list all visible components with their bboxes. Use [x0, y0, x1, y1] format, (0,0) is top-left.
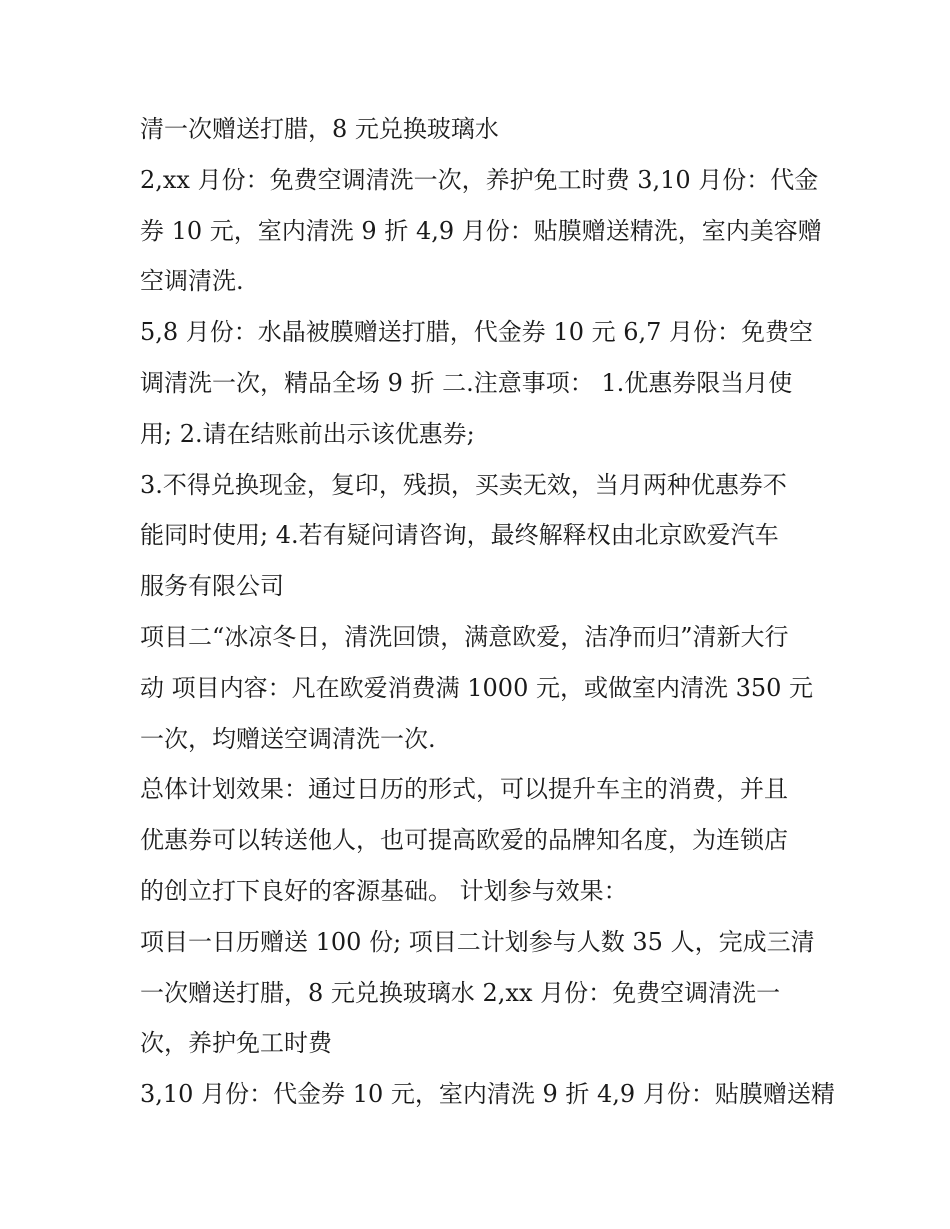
text-line: 次，养护免工时费 — [140, 1029, 332, 1058]
text-line: 用; 2.请在结账前出示该优惠券; — [140, 419, 475, 448]
text-line: 5,8 月份：水晶被膜赠送打腊，代金券 10 元 6,7 月份：免费空 — [140, 318, 814, 347]
text-line: 调清洗一次，精品全场 9 折 二.注意事项： 1.优惠券限当月使 — [140, 368, 793, 397]
text-line: 动 项目内容：凡在欧爱消费满 1000 元，或做室内清洗 350 元 — [140, 673, 814, 702]
text-line: 优惠券可以转送他人，也可提高欧爱的品牌知名度，为连锁店 — [140, 826, 788, 855]
text-line: 3.不得兑换现金，复印，残损，买卖无效，当月两种优惠券不 — [140, 470, 787, 499]
text-line: 2,xx 月份：免费空调清洗一次，养护免工时费 3,10 月份：代金 — [140, 165, 819, 194]
text-line: 总体计划效果：通过日历的形式，可以提升车主的消费，并且 — [140, 775, 788, 804]
text-line: 3,10 月份：代金券 10 元，室内清洗 9 折 4,9 月份：贴膜赠送精 — [140, 1080, 835, 1109]
text-line: 一次赠送打腊，8 元兑换玻璃水 2,xx 月份：免费空调清洗一 — [140, 978, 781, 1007]
text-line: 项目二“冰凉冬日，清洗回馈，满意欧爱，洁净而归”清新大行 — [140, 622, 789, 651]
text-line: 项目一日历赠送 100 份; 项目二计划参与人数 35 人，完成三清 — [140, 927, 815, 956]
text-line: 能同时使用; 4.若有疑问请咨询，最终解释权由北京欧爱汽车 — [140, 521, 779, 550]
text-line: 一次，均赠送空调清洗一次. — [140, 724, 436, 753]
text-line: 空调清洗. — [140, 267, 244, 296]
text-line: 清一次赠送打腊，8 元兑换玻璃水 — [140, 115, 499, 143]
text-line: 的创立打下良好的客源基础。 计划参与效果： — [140, 876, 628, 905]
text-line: 服务有限公司 — [140, 572, 284, 601]
document-body — [140, 104, 835, 1120]
text-line: 券 10 元，室内清洗 9 折 4,9 月份：贴膜赠送精洗，室内美容赠 — [140, 216, 822, 245]
